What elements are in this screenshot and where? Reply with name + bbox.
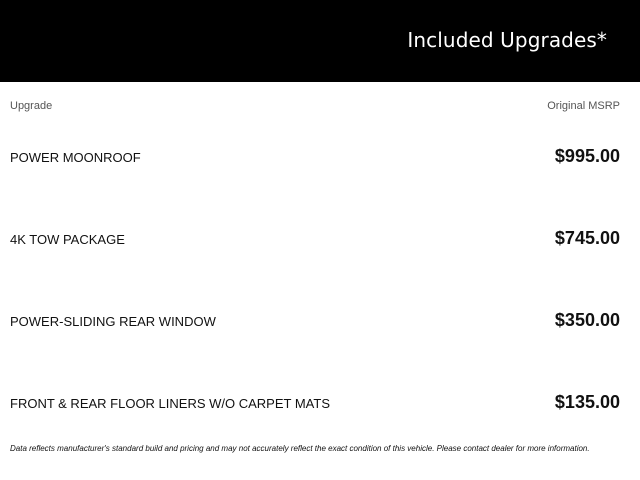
upgrade-name: POWER-SLIDING REAR WINDOW (10, 314, 216, 329)
upgrade-name: POWER MOONROOF (10, 150, 141, 165)
upgrade-price: $745.00 (554, 228, 620, 248)
upgrade-row (0, 146, 640, 170)
upgrade-row (0, 310, 640, 334)
header-bar (0, 0, 640, 82)
column-header-upgrade: Upgrade (10, 100, 53, 112)
upgrade-name: 4K TOW PACKAGE (10, 232, 125, 247)
upgrade-row (0, 392, 640, 416)
upgrade-price: $995.00 (554, 146, 620, 166)
column-header-original-msrp: Original MSRP (547, 100, 620, 112)
upgrade-price: $135.00 (554, 392, 620, 412)
upgrade-price: $350.00 (554, 310, 620, 330)
upgrade-row (0, 228, 640, 252)
disclaimer-text: Data reflects manufacturer's standard build and pricing and may not accurately reflect the exact condition of this vehicle. Please contact dealer for more information. (10, 444, 590, 453)
header-title: Included Upgrades* (407, 28, 607, 52)
upgrade-name: FRONT & REAR FLOOR LINERS W/O CARPET MATS (10, 396, 330, 411)
